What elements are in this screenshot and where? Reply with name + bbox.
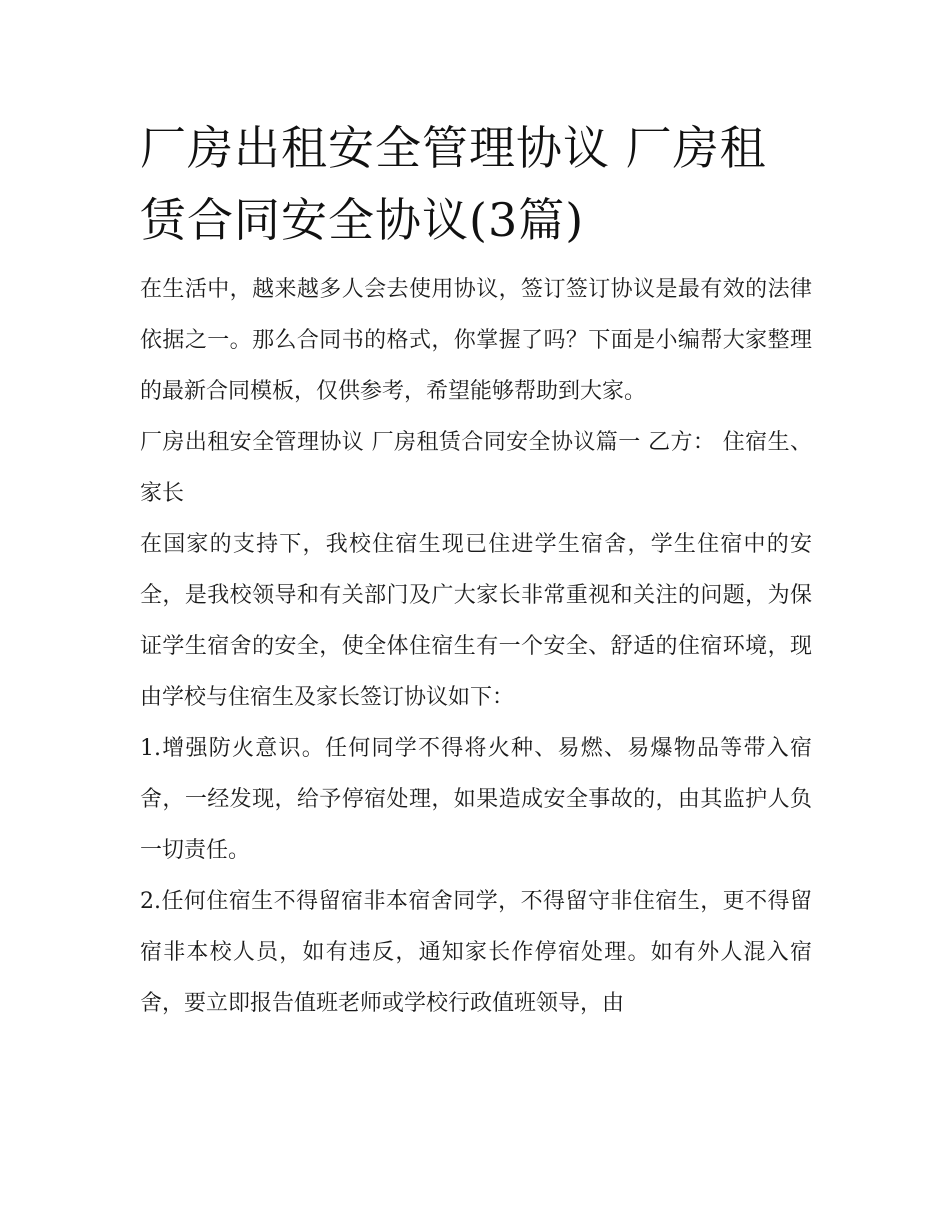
document-body <box>140 112 812 1029</box>
clause-2-paragraph: 2.任何住宿生不得留宿非本宿舍同学，不得留守非住宿生，更不得留宿非本校人员，如有违反，通知家长作停宿处理。如有外人混入宿舍，要立即报告值班老师或学校行政值班领导，由 <box>140 889 812 1016</box>
clause-1-paragraph: 1.增强防火意识。任何同学不得将火种、易燃、易爆物品等带入宿舍，一经发现，给予停宿处理，如果造成安全事故的，由其监护人负一切责任。 <box>140 736 812 863</box>
preamble-paragraph: 在国家的支持下，我校住宿生现已住进学生宿舍，学生住宿中的安全，是我校领导和有关部门及广大家长非常重视和关注的问题，为保证学生宿舍的安全，使全体住宿生有一个安全、舒适的住宿环境，现由学校与住宿生及家长签订协议如下： <box>140 532 812 710</box>
intro-paragraph: 在生活中，越来越多人会去使用协议，签订签订协议是最有效的法律依据之一。那么合同书的格式，你掌握了吗？下面是小编帮大家整理的最新合同模板，仅供参考，希望能够帮助到大家。 <box>140 277 812 404</box>
section-heading-paragraph: 厂房出租安全管理协议 厂房租赁合同安全协议篇一 乙方： 住宿生、家长 <box>140 430 812 506</box>
document-title: 厂房出租安全管理协议 厂房租赁合同安全协议(3篇) <box>140 121 767 247</box>
